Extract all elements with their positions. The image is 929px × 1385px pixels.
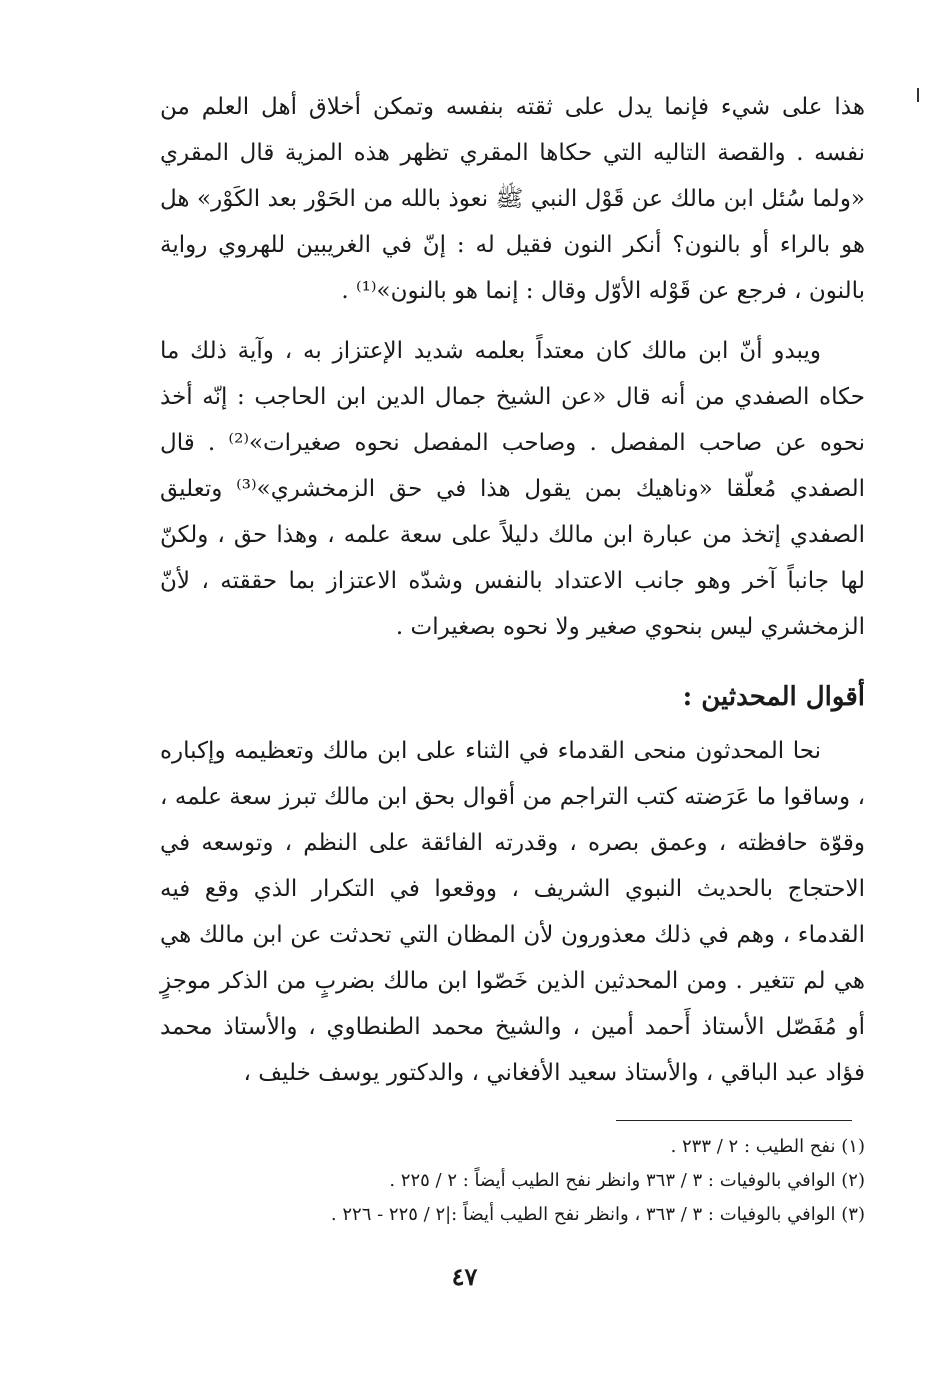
body-paragraph-3: نحا المحدثون منحى القدماء في الثناء على ابن مالك وتعظيمه وإكباره ، وساقوا ما عَرَضته كتب التراجم من أقوال بحق ابن مالك تبرز سعة علمه ، وقوّة حافظته ، وعمق بصره ، وقدرته الفائقة على النظم ، وتوسعه في الاحتجاج بالحديث النبوي الشريف ، ووقعوا في التكرار الذي وقع فيه القدماء ، وهم في ذلك معذورون لأن المظان التي تحدثت عن ابن مالك هي هي لم تتغير . ومن المحدثين الذين خَصّوا ابن مالك بضربٍ من الذكر موجزٍ أو مُفَصّل الأستاذ أَحمد أمين ، والشيخ محمد الطنطاوي ، والأستاذ محمد فؤاد عبد الباقي ، والأستاذ سعيد الأفغاني ، والدكتور يوسف خليف ، xyxy=(160,738,865,1086)
page-edge-mark xyxy=(917,88,919,102)
footnote-divider xyxy=(616,1120,852,1121)
footnotes xyxy=(160,1130,865,1232)
footnote-1: (١) نفح الطيب : ٢ / ٢٣٣ . xyxy=(670,1136,865,1157)
page-body xyxy=(160,84,865,1096)
body-paragraph-1: هذا على شيء فإنما يدل على ثقته بنفسه وتمكن أخلاق أهل العلم من نفسه . والقصة التاليه التي حكاها المقري تظهر هذه المزية قال المقري «ولما سُئل ابن مالك عن قَوْل النبي ﷺ نعوذ بالله من الحَوْر بعد الكَوْر» هل هو بالراء أو بالنون؟ أنكر النون فقيل له : إنّ في الغريبين للهروي رواية بالنون ، فرجع عن قَوْله الأوّل وقال : إنما هو بالنون»⁽¹⁾ . xyxy=(160,94,865,304)
footnote-3: (٣) الوافي بالوفيات : ٣ / ٣٦٣ ، وانظر نفح الطيب أيضاً :|٢ / ٢٢٥ - ٢٢٦ . xyxy=(330,1204,865,1225)
footnote-2: (٢) الوافي بالوفيات : ٣ / ٣٦٣ وانظر نفح الطيب أيضاً : ٢ / ٢٢٥ . xyxy=(389,1170,865,1191)
page-number: ٤٧ xyxy=(451,1262,478,1291)
section-heading: أقوال المحدثين : xyxy=(682,682,865,712)
body-paragraph-2: ويبدو أنّ ابن مالك كان معتداً بعلمه شديد الإعتزاز به ، وآية ذلك ما حكاه الصفدي من أنه قال «عن الشيخ جمال الدين ابن الحاجب : إنّه أخذ نحوه عن صاحب المفصل . وصاحب المفصل نحوه صغيرات»⁽²⁾ . قال الصفدي مُعلّقا «وناهيك بمن يقول هذا في حق الزمخشري»⁽³⁾ وتعليق الصفدي إتخذ من عبارة ابن مالك دليلاً على سعة علمه ، وهذا حق ، ولكنّ لها جانباً آخر وهو جانب الاعتداد بالنفس وشدّه الاعتزاز بما حققته ، لأنّ الزمخشري ليس بنحوي صغير ولا نحوه بصغيرات . xyxy=(160,338,865,640)
